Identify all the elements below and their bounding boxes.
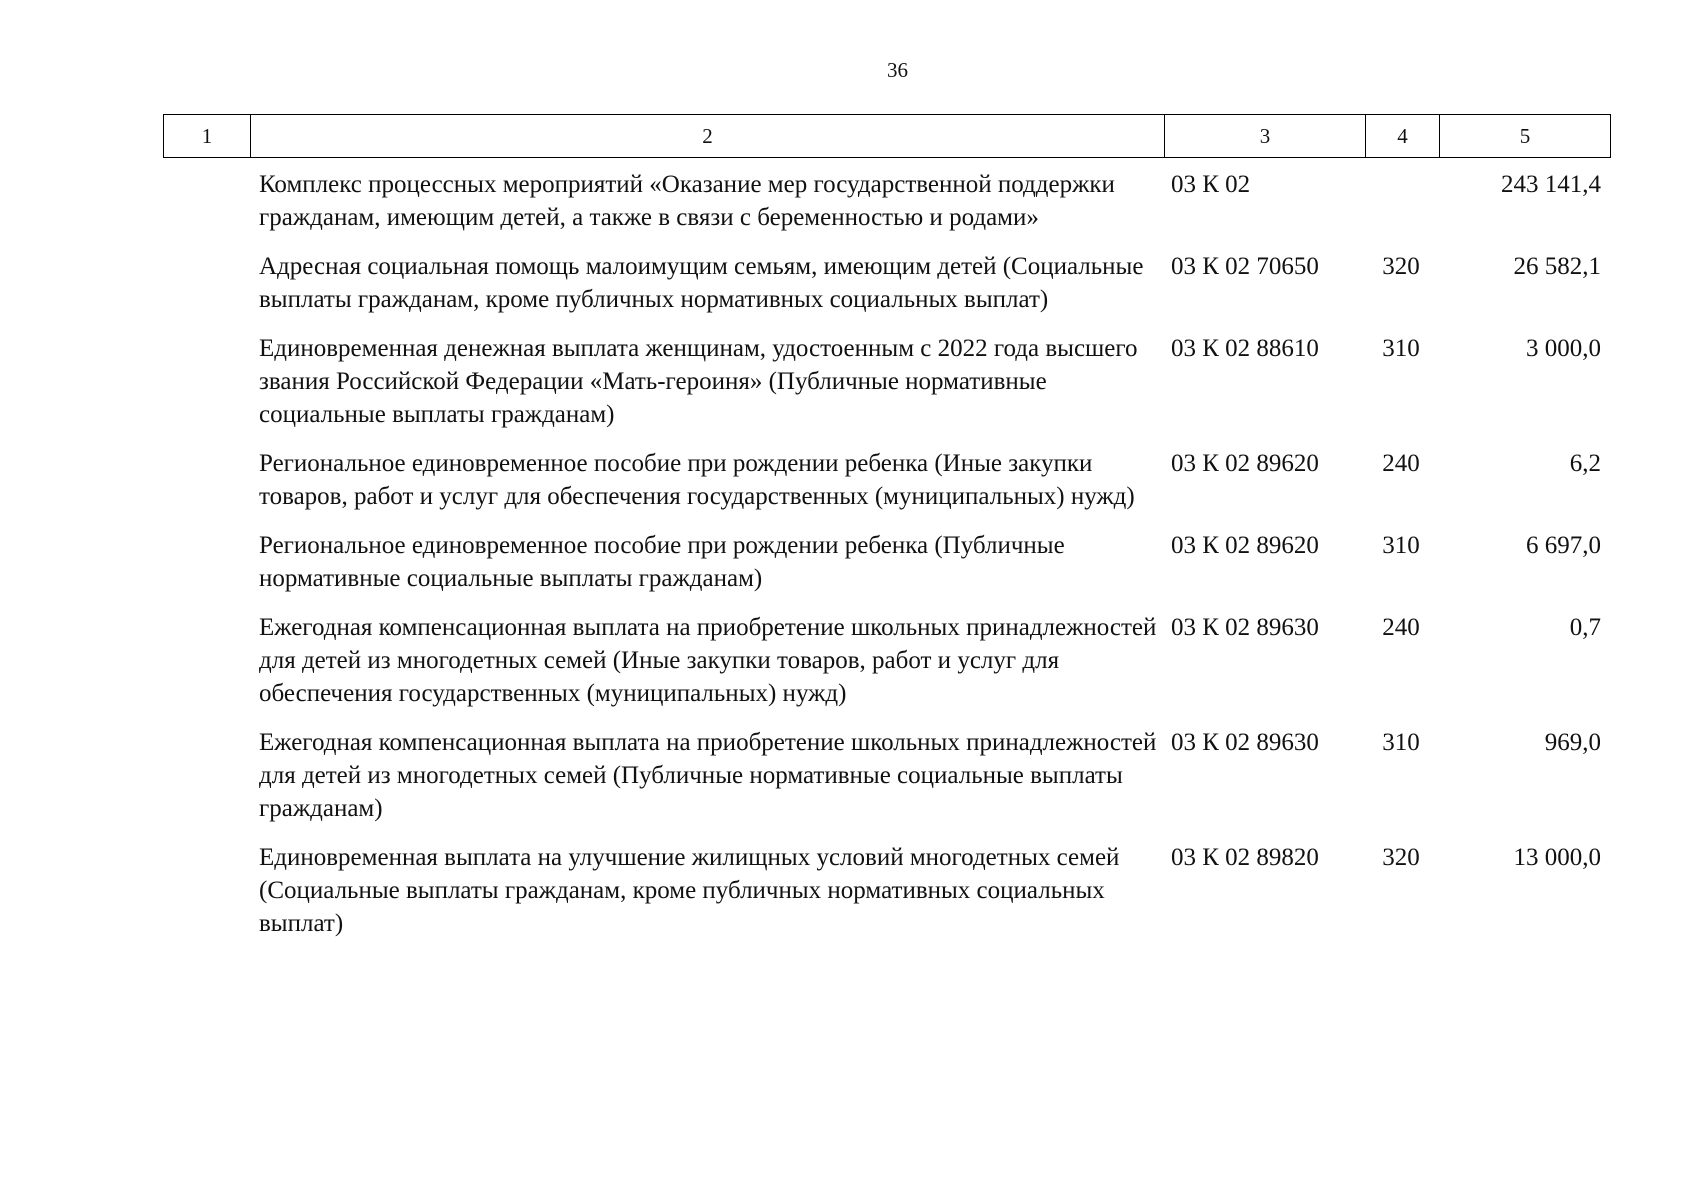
header-cell-4: 4 (1365, 115, 1439, 157)
row-amount: 3 000,0 (1526, 335, 1601, 362)
row-code: 03 К 02 70650 (1171, 253, 1319, 280)
table-header-row (163, 114, 1611, 158)
row-name: Адресная социальная помощь малоимущим семьям, имеющим детей (Социальные выплаты гражданам, кроме публичных нормативных социальных выплат) (259, 253, 1144, 313)
table-row (163, 529, 1611, 595)
row-code: 03 К 02 89620 (1171, 450, 1319, 477)
header-cell-2: 2 (250, 115, 1164, 157)
table-row (163, 332, 1611, 431)
row-code: 03 К 02 89630 (1171, 614, 1319, 641)
row-amount: 0,7 (1569, 614, 1601, 641)
row-type: 320 (1382, 253, 1420, 280)
row-code: 03 К 02 89620 (1171, 532, 1319, 559)
header-cell-1: 1 (201, 123, 213, 148)
row-amount: 6 697,0 (1526, 532, 1601, 559)
row-amount: 13 000,0 (1513, 844, 1601, 871)
row-type: 310 (1382, 335, 1420, 362)
row-name: Региональное единовременное пособие при рождении ребенка (Иные закупки товаров, работ и услуг для обеспечения государственных (муниципальных) нужд) (259, 450, 1135, 510)
row-code: 03 К 02 (1171, 171, 1251, 198)
table-row (163, 168, 1611, 234)
table-row (163, 611, 1611, 710)
row-type: 320 (1382, 844, 1420, 871)
row-amount: 243 141,4 (1501, 171, 1601, 198)
header-cell-5: 5 (1439, 115, 1610, 157)
row-amount: 6,2 (1569, 450, 1601, 477)
row-name: Единовременная денежная выплата женщинам, удостоенным с 2022 года высшего звания Российской Федерации «Мать-героиня» (Публичные нормативные социальные выплаты гражданам) (259, 335, 1138, 428)
row-name: Единовременная выплата на улучшение жилищных условий многодетных семей (Социальные выплаты гражданам, кроме публичных нормативных социальных выплат) (259, 844, 1120, 937)
row-amount: 26 582,1 (1513, 253, 1601, 280)
table-row (163, 726, 1611, 825)
row-code: 03 К 02 88610 (1171, 335, 1319, 362)
page-number: 36 (887, 58, 908, 82)
table-body (163, 168, 1611, 956)
table-row (163, 841, 1611, 940)
table-row (163, 447, 1611, 513)
row-type: 240 (1382, 614, 1420, 641)
row-name: Комплекс процессных мероприятий «Оказание мер государственной поддержки гражданам, имеющим детей, а также в связи с беременностью и родами» (259, 171, 1115, 231)
row-type: 240 (1382, 450, 1420, 477)
row-name: Ежегодная компенсационная выплата на приобретение школьных принадлежностей для детей из многодетных семей (Иные закупки товаров, работ и услуг для обеспечения государственных (муниципальных) нужд) (259, 614, 1157, 707)
row-type: 310 (1382, 532, 1420, 559)
row-code: 03 К 02 89820 (1171, 844, 1319, 871)
row-type: 310 (1382, 729, 1420, 756)
header-cell-3: 3 (1164, 115, 1365, 157)
row-name: Региональное единовременное пособие при рождении ребенка (Публичные нормативные социальные выплаты гражданам) (259, 532, 1065, 592)
table-row (163, 250, 1611, 316)
row-name: Ежегодная компенсационная выплата на приобретение школьных принадлежностей для детей из многодетных семей (Публичные нормативные социальные выплаты гражданам) (259, 729, 1157, 822)
row-code: 03 К 02 89630 (1171, 729, 1319, 756)
row-amount: 969,0 (1544, 729, 1601, 756)
